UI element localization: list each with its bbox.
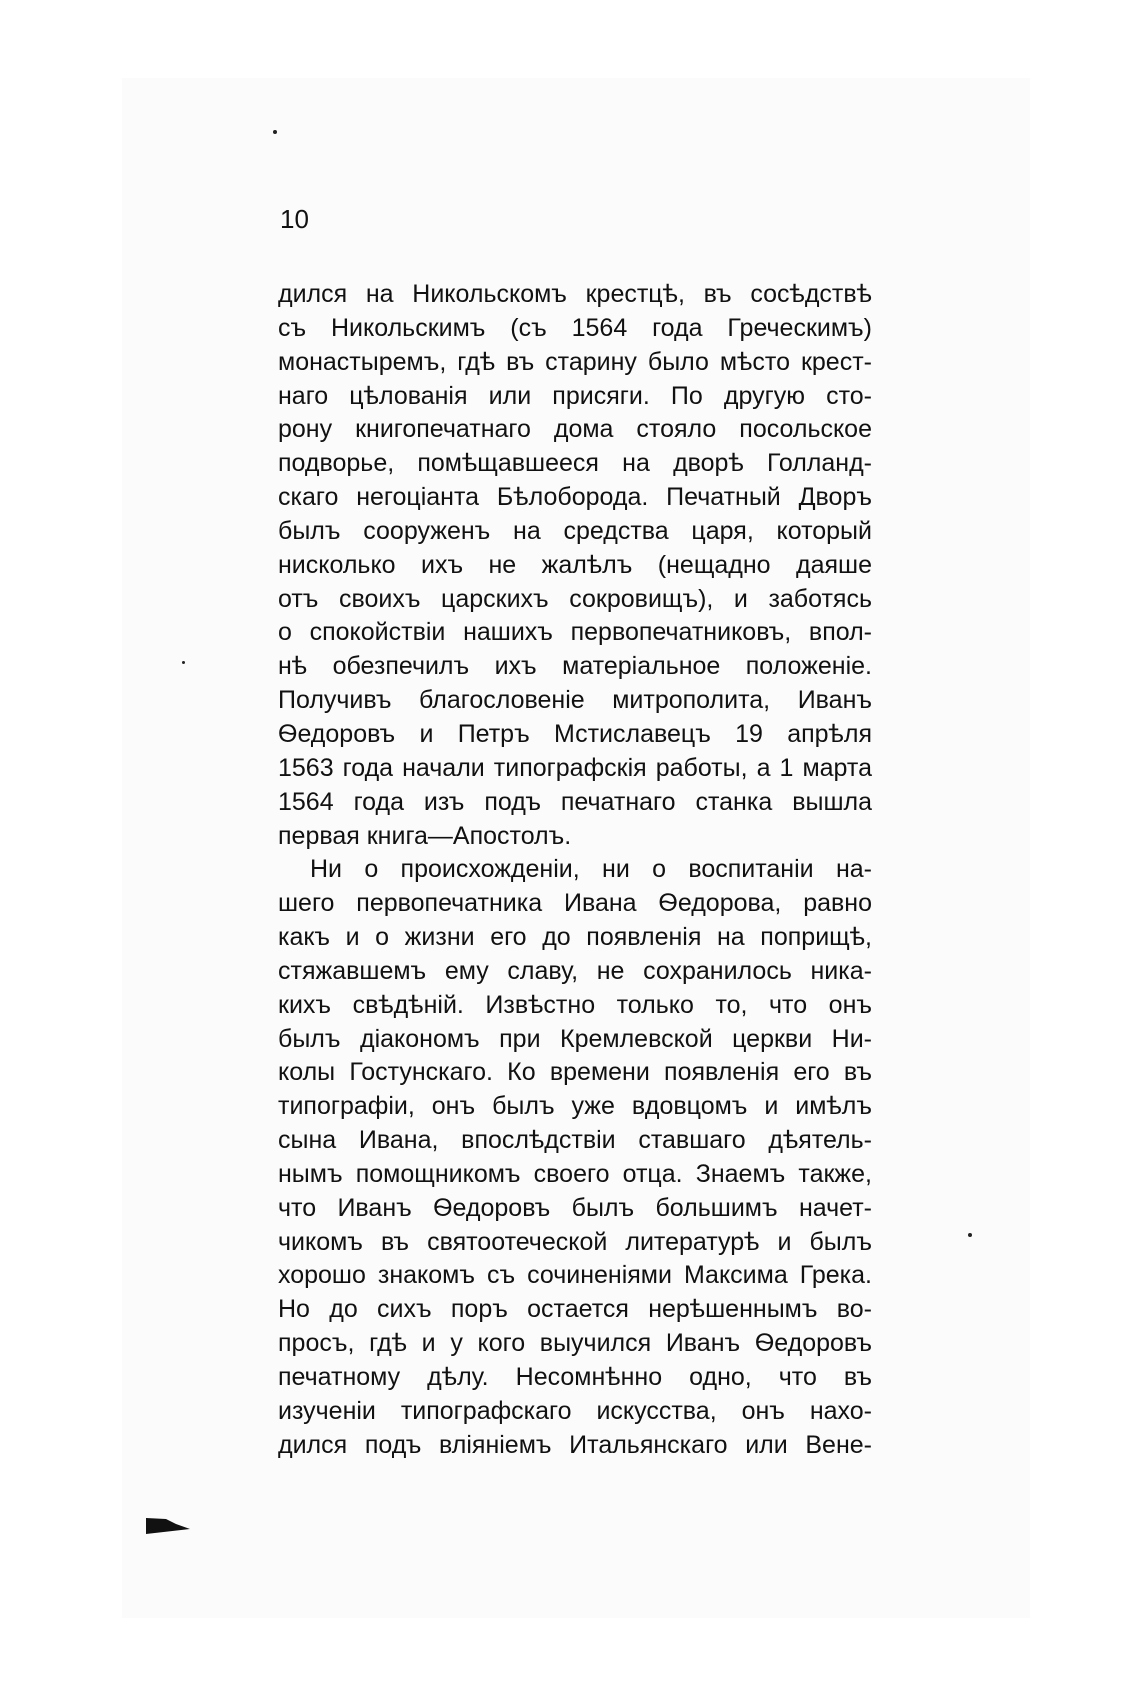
scan-mark-icon xyxy=(146,1516,190,1536)
scan-speck xyxy=(182,661,185,664)
text-line: типографіи, онъ былъ уже вдовцомъ и имѣлъ xyxy=(278,1092,872,1121)
text-line: монастыремъ, гдѣ въ старину было мѣсто крест- xyxy=(278,347,872,376)
text-line: стяжавшемъ ему славу, не сохранилось ника- xyxy=(278,956,872,985)
text-line: нѣ обезпечилъ ихъ матеріальное положеніе. xyxy=(278,652,872,681)
text-line: скаго негоціанта Бѣлоборода. Печатный Дворъ xyxy=(278,483,872,512)
text-line: съ Никольскимъ (съ 1564 года Греческимъ) xyxy=(278,313,872,342)
text-line: дился на Никольскомъ крестцѣ, въ сосѣдствѣ xyxy=(278,280,872,308)
text-line: нисколько ихъ не жалѣлъ (нещадно даяше xyxy=(278,550,872,579)
text-line: подворье, помѣщавшееся на дворѣ Голланд- xyxy=(278,449,872,478)
text-line: Получивъ благословеніе митрополита, Иванъ xyxy=(278,686,872,715)
text-line: какъ и о жизни его до появленія на поприщѣ, xyxy=(278,923,872,952)
text-line: просъ, гдѣ и у кого выучился Иванъ Ѳедоровъ xyxy=(278,1329,872,1358)
text-line: Ни о происхожденіи, ни о воспитаніи на- xyxy=(310,855,872,884)
text-line: былъ сооруженъ на средства царя, который xyxy=(278,516,872,545)
text-line: дился подъ вліяніемъ Итальянскаго или Вене- xyxy=(278,1430,872,1459)
scan-speck xyxy=(968,1233,972,1237)
text-line: кихъ свѣдѣній. Извѣстно только то, что онъ xyxy=(278,990,872,1019)
text-line: Но до сихъ поръ остается нерѣшеннымъ во- xyxy=(278,1295,872,1324)
scan-speck xyxy=(273,130,277,134)
text-line: чикомъ въ святоотеческой литературѣ и былъ xyxy=(278,1227,872,1256)
text-line: что Иванъ Ѳедоровъ былъ большимъ начет- xyxy=(278,1193,872,1222)
text-line: Ѳедоровъ и Петръ Мстиславецъ 19 апрѣля xyxy=(278,719,872,748)
body-text xyxy=(278,278,872,1463)
text-line: наго цѣлованія или присяги. По другую сто- xyxy=(278,381,872,410)
text-line: 1563 года начали типографскія работы, а 1 марта xyxy=(278,753,872,782)
text-line: 1564 года изъ подъ печатнаго станка вышла xyxy=(278,787,872,816)
text-line: о спокойствіи нашихъ первопечатниковъ, впол- xyxy=(278,618,872,647)
text-line: былъ діакономъ при Кремлевской церкви Ни- xyxy=(278,1024,872,1053)
text-line: колы Гостунскаго. Ко времени появленія его въ xyxy=(278,1058,872,1087)
text-line: сына Ивана, впослѣдствіи ставшаго дѣятель- xyxy=(278,1126,872,1155)
text-line: рону книгопечатнаго дома стояло посольское xyxy=(278,415,872,444)
text-line: хорошо знакомъ съ сочиненіями Максима Грека. xyxy=(278,1261,872,1290)
text-line: нымъ помощникомъ своего отца. Знаемъ также, xyxy=(278,1159,872,1188)
text-line: шего первопечатника Ивана Ѳедорова, равно xyxy=(278,889,872,918)
text-line: отъ своихъ царскихъ сокровищъ), и заботясь xyxy=(278,584,872,613)
text-line: изученіи типографскаго искусства, онъ нахо- xyxy=(278,1396,872,1425)
page-number: 10 xyxy=(280,204,309,234)
text-line: первая книга—Апостолъ. xyxy=(278,821,572,850)
text-line: печатному дѣлу. Несомнѣнно одно, что въ xyxy=(278,1363,872,1391)
